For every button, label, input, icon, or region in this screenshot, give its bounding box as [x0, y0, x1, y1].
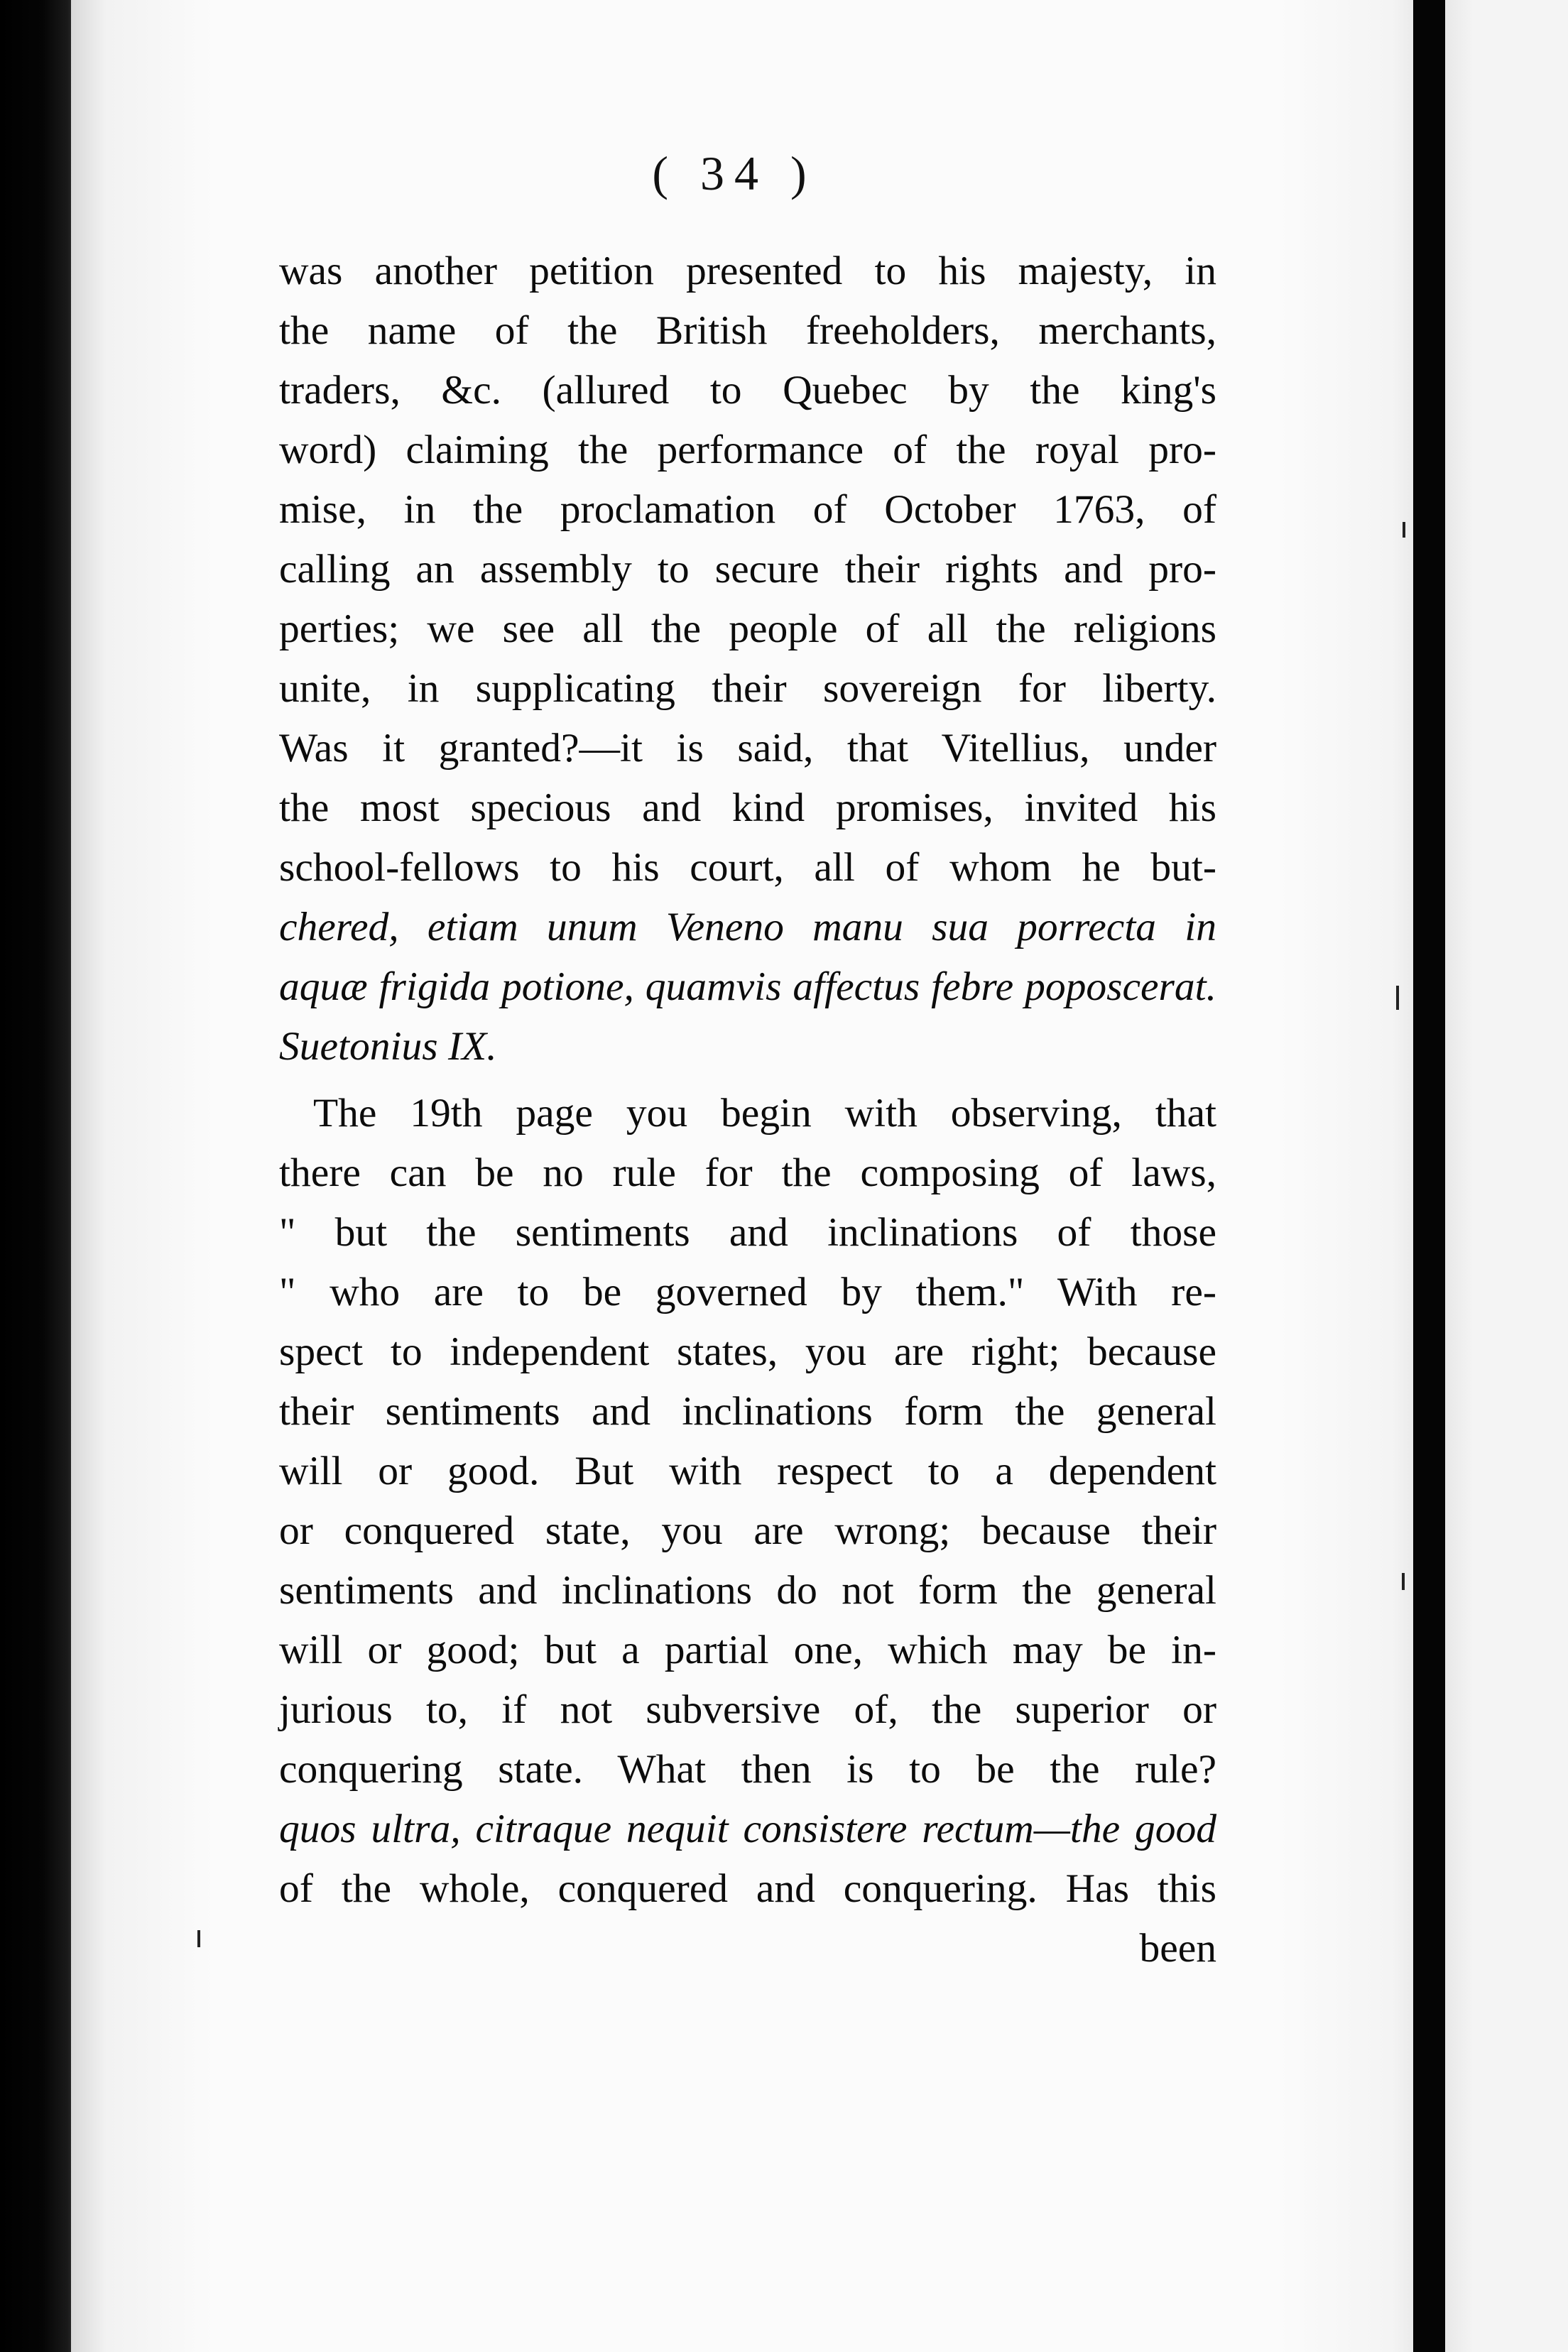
text-line: will or good. But with respect to a dependent	[279, 1449, 1216, 1493]
scan-speck	[1402, 1573, 1405, 1590]
text-line: of the whole, conquered and conquering. Has this	[279, 1866, 1216, 1911]
text-line: quos ultra, citraque nequit consistere rectum—the good	[279, 1807, 1216, 1851]
text-line: their sentiments and inclinations form the general	[279, 1389, 1216, 1434]
text-line: mise, in the proclamation of October 1763, of	[279, 487, 1216, 532]
text-line: The 19th page you begin with observing, that	[313, 1091, 1216, 1136]
text-line: unite, in supplicating their sovereign for liberty.	[279, 666, 1216, 711]
text-line: word) claiming the performance of the royal pro-	[279, 428, 1216, 472]
adjacent-page-edge	[1445, 0, 1568, 2352]
scan-speck	[1403, 522, 1405, 538]
text-line: sentiments and inclinations do not form the general	[279, 1568, 1216, 1613]
text-line: will or good; but a partial one, which may be in-	[279, 1628, 1216, 1672]
text-line: there can be no rule for the composing of laws,	[279, 1150, 1216, 1195]
page-text	[279, 241, 1216, 1978]
text-line: the most specious and kind promises, invited his	[279, 785, 1216, 830]
text-line: calling an assembly to secure their rights and pro-	[279, 547, 1216, 592]
paragraph-gap	[279, 1077, 1216, 1084]
text-line: " but the sentiments and inclinations of those	[279, 1210, 1216, 1255]
scan-speck	[197, 1930, 200, 1947]
text-line: was another petition presented to his majesty, in	[279, 249, 1216, 293]
text-line: aquæ frigida potione, quamvis affectus febre poposcerat.	[279, 964, 1216, 1009]
text-line: conquering state. What then is to be the rule?	[279, 1747, 1216, 1792]
page-gutter	[1413, 0, 1445, 2352]
text-line: Was it granted?—it is said, that Vitellius, under	[279, 726, 1216, 771]
text-line: chered, etiam unum Veneno manu sua porrecta in	[279, 905, 1216, 949]
text-line: spect to independent states, you are right; because	[279, 1329, 1216, 1374]
scan-speck	[1396, 986, 1399, 1010]
text-line: school-fellows to his court, all of whom he but-	[279, 845, 1216, 890]
text-line: jurious to, if not subversive of, the superior or	[279, 1687, 1216, 1732]
catchword: been	[1139, 1926, 1216, 1971]
page-number: ( 34 )	[652, 146, 817, 200]
text-line: Suetonius IX.	[279, 1024, 497, 1069]
text-line: the name of the British freeholders, merchants,	[279, 308, 1216, 353]
text-line: or conquered state, you are wrong; because their	[279, 1508, 1216, 1553]
text-line: traders, &c. (allured to Quebec by the king's	[279, 368, 1216, 413]
text-line: " who are to be governed by them." With re-	[279, 1270, 1216, 1314]
scan-left-edge	[0, 0, 78, 2352]
text-line: perties; we see all the people of all the religions	[279, 606, 1216, 651]
